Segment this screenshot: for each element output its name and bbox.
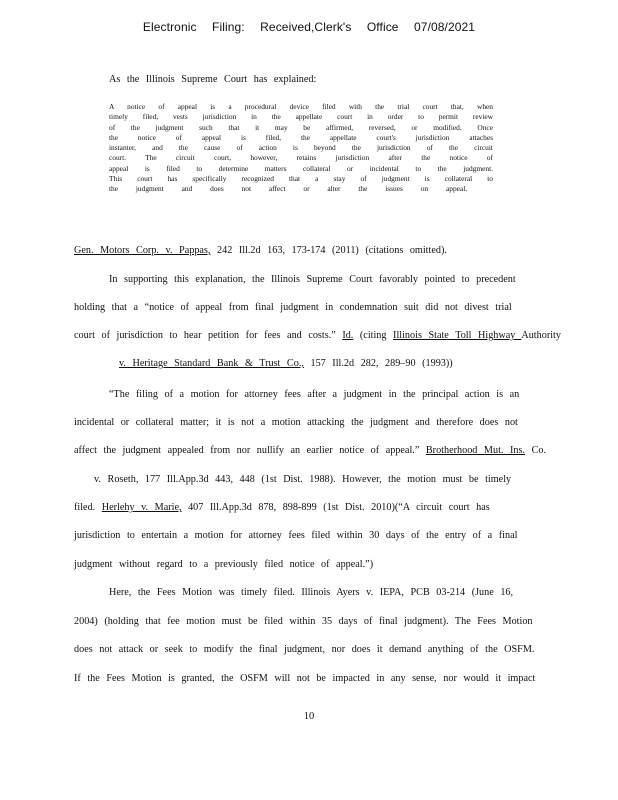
quote-line: of the judgment such that it may be affirmed, reversed, or modified. Once [109, 122, 493, 132]
quote-line: appeal is filed to determine matters collateral or incidental to the judgment. [109, 163, 493, 173]
quote-line: instanter, and the cause of action is beyond the jurisdiction of the circuit [109, 143, 493, 153]
case-name: Herlehy v. Marie, [101, 502, 182, 513]
text-run: court of jurisdiction to hear petition for fees and costs.” [74, 330, 343, 341]
paragraph-line: does not attack or seek to modify the final judgment, nor does it demand anything of the OSFM. [74, 644, 535, 655]
quote-line: the notice of appeal is filed, the appellate court's jurisdiction attaches [109, 132, 493, 142]
block-quote [109, 102, 493, 195]
case-name: Illinois State Toll Highway [393, 330, 522, 341]
citation-text: 242 Ill.2d 163, 173-174 (2011) (citations omitted). [210, 245, 447, 256]
paragraph-line [74, 445, 546, 456]
id-citation: Id. [342, 330, 354, 341]
paragraph-line: In supporting this explanation, the Illinois Supreme Court favorably pointed to precedent [109, 274, 516, 285]
citation-pappas [74, 245, 447, 256]
text-run: 157 Ill.2d 282, 289–90 (1993)) [303, 358, 453, 369]
text-run: 407 Ill.App.3d 878, 898-899 (1st Dist. 2010)(“A circuit court has [181, 502, 490, 513]
case-name: Brotherhood Mut. Ins. [425, 445, 526, 456]
paragraph-line: judgment without regard to a previously filed notice of appeal.”) [74, 559, 374, 570]
intro-sentence: As the Illinois Supreme Court has explained: [109, 74, 317, 85]
text-run: (citing [353, 330, 394, 341]
paragraph-line: 2004) (holding that fee motion must be filed within 35 days of final judgment). The Fees Motion [74, 616, 533, 627]
text-run: filed. [74, 502, 102, 513]
text-run: affect the judgment appealed from nor nullify an earlier notice of appeal.” [74, 445, 426, 456]
paragraph-line: Here, the Fees Motion was timely filed. Illinois Ayers v. IEPA, PCB 03-214 (June 16, [109, 587, 514, 598]
paragraph-line: If the Fees Motion is granted, the OSFM will not be impacted in any sense, nor would it impact [74, 673, 536, 684]
paragraph-line: holding that a “notice of appeal from final judgment in condemnation suit did not divest trial [74, 302, 512, 313]
quote-line: A notice of appeal is a procedural device filed with the trial court that, when [109, 102, 493, 111]
paragraph-line: v. Roseth, 177 Ill.App.3d 443, 448 (1st Dist. 1988). However, the motion must be timely [94, 474, 512, 485]
case-name: v. Heritage Standard Bank & Trust Co., [119, 358, 304, 369]
paragraph-line: “The filing of a motion for attorney fees after a judgment in the principal action is an [109, 389, 520, 400]
case-name-link: Gen. Motors Corp. v. Pappas, [74, 245, 211, 256]
filing-header: Electronic Filing: Received,Clerk's Office 07/08/2021 [142, 20, 476, 34]
quote-line: timely filed, vests jurisdiction in the appellate court in order to permit review [109, 112, 493, 122]
page-number: 10 [303, 711, 315, 722]
paragraph-line [74, 502, 490, 513]
paragraph-line: jurisdiction to entertain a motion for attorney fees filed within 30 days of the entry of a final [74, 530, 518, 541]
quote-line: This court has specifically recognized that a stay of judgment is collateral to [109, 174, 493, 184]
quote-line: the judgment and does not affect or alter the issues on appeal. [109, 184, 468, 194]
quote-line: court. The circuit court, however, retains jurisdiction after the notice of [109, 153, 493, 163]
text-run: Authority [521, 330, 561, 341]
paragraph-line [74, 330, 561, 341]
text-run: Co. [525, 445, 546, 456]
paragraph-line [74, 358, 453, 369]
paragraph-line: incidental or collateral matter; it is not a motion attacking the judgment and therefore does not [74, 417, 518, 428]
